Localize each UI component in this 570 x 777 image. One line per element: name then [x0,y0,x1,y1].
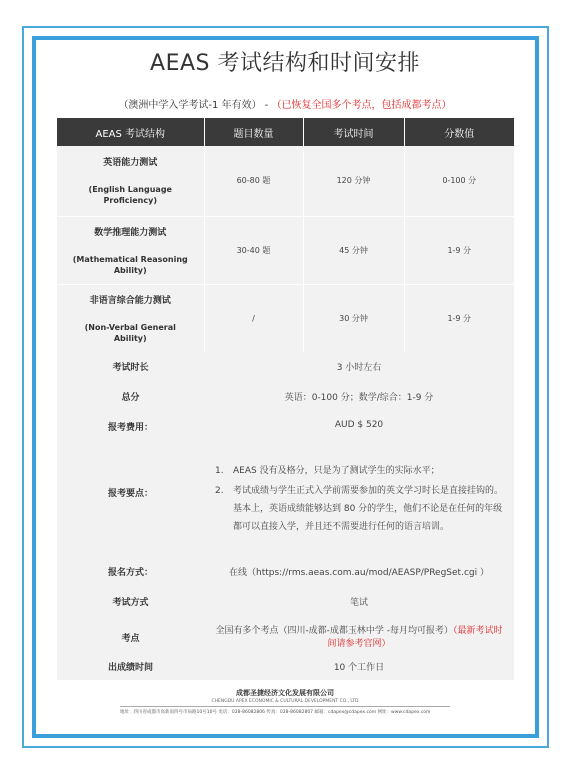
info-label: 总分 [121,393,140,403]
company-name-en: CHENGDU APEX ECONOMIC & CULTURAL DEVELOPMENT CO., LTD [211,699,359,704]
exam-time: 30 分钟 [303,284,404,352]
header-structure: AEAS 考试结构 [57,118,204,146]
list-item-text: 考试成绩与学生正式入学前需要参加的英文学习时长是直接挂钩的。基本上，英语成绩能够达到 80 分的学生，他们不论是在任何的年级都可以直接入学，并且还不需要进行任何的语言培训。 [233,486,504,532]
list-item-number: 1. [215,466,224,476]
page-title: AEAS 考试结构和时间安排 [150,51,420,76]
info-label: 考试方式 [112,598,149,608]
section-name-cn: 非语言综合能力测试 [89,295,171,306]
info-value: 10 个工作日 [333,663,385,673]
table-header-row [57,118,514,146]
question-count: / [204,284,303,352]
venue-text: 全国有多个考点（四川-成都-成都玉林中学 -每月均可报考） [215,626,454,636]
header-time: 考试时间 [303,118,404,146]
info-value [204,625,514,651]
venue-note: （最新考试时间请参考官网） [327,626,503,649]
exam-time: 45 分钟 [303,216,404,284]
section-name-cn: 英语能力测试 [103,158,158,169]
info-value: AUD $ 520 [334,420,384,430]
company-contact: 地址：四川省成都市高新南四号市局路10号10号 电话：028-86082806 传真：028-86082807 邮箱：cdapex@cdapex.com 网址：www.cdapex.com [120,706,450,715]
section-name-cell [57,284,204,352]
info-label: 报名方式： [107,568,153,578]
section-name-cell [57,146,204,216]
score-range: 0-100 分 [404,146,514,216]
exam-structure-table [57,118,514,353]
section-name-cell [57,216,204,284]
question-count: 60-80 题 [204,146,303,216]
info-label: 考试时长 [112,363,149,373]
exam-info-section [57,352,514,680]
list-item [215,482,505,536]
score-range: 1-9 分 [404,216,514,284]
info-label: 报考要点： [107,489,153,499]
header-count: 题目数量 [204,118,303,146]
list-item-text: AEAS 没有及格分，只是为了测试学生的实际水平； [233,466,440,476]
info-label: 出成绩时间 [107,663,153,673]
header-score: 分数值 [404,118,514,146]
company-name-cn: 成都圣捷经济文化发展有限公司 [236,689,334,697]
section-name-cn: 数学推理能力测试 [94,227,167,238]
list-item-number: 2. [215,486,224,496]
info-value: 笔试 [349,598,368,608]
section-name-en: (English Language Proficiency) [88,185,172,206]
info-value: 在线（https://rms.aeas.com.au/mod/AEASP/PRegSet.cgi ） [229,568,489,578]
table-row [57,146,514,216]
info-label: 报考费用： [107,423,153,433]
company-footer [120,688,450,715]
list-item [215,462,505,480]
table-row [57,216,514,284]
notes-list [215,462,505,536]
info-value: 3 小时左右 [336,363,382,373]
subtitle-dash: - [261,100,272,111]
subtitle-venue-note: （已恢复全国多个考点，包括成都考点） [271,100,452,111]
subtitle-validity: （澳洲中学入学考试-1 年有效） [118,100,262,111]
section-name-en: (Mathematical Reasoning Ability) [72,254,188,275]
question-count: 30-40 题 [204,216,303,284]
section-name-en: (Non-Verbal General Ability) [84,322,176,343]
info-label: 考点 [121,634,140,644]
score-range: 1-9 分 [404,284,514,352]
table-row [57,284,514,352]
exam-time: 120 分钟 [303,146,404,216]
info-value: 英语：0-100 分；数学/综合：1-9 分 [284,393,434,403]
subtitle [0,96,570,111]
